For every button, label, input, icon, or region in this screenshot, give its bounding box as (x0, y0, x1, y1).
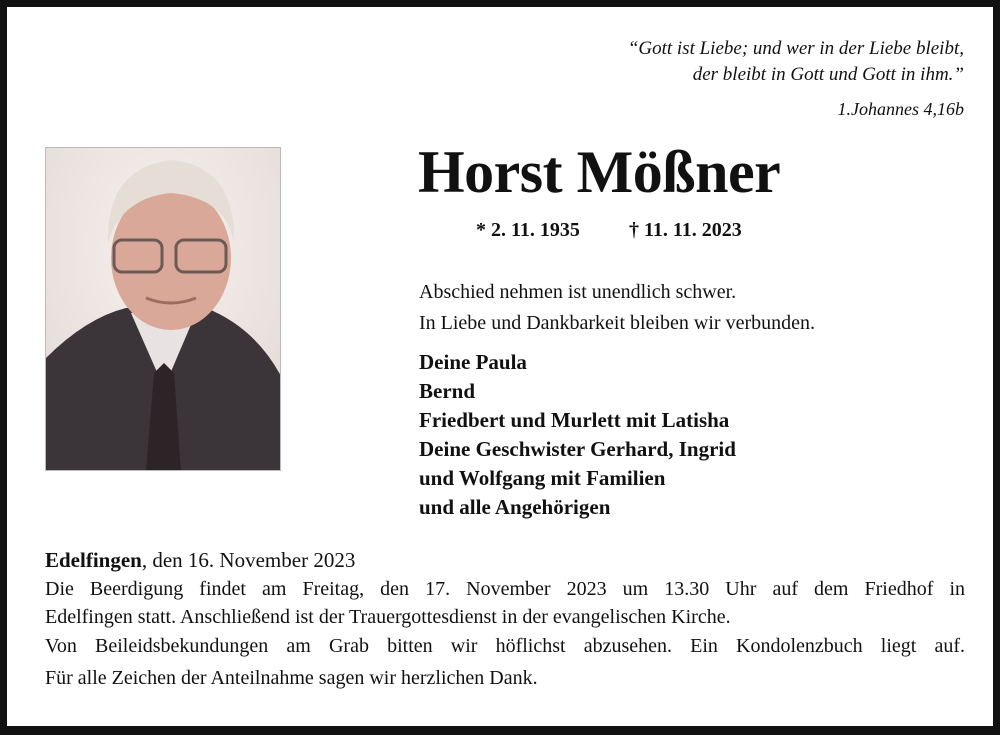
family-line: und Wolfgang mit Familien (419, 466, 666, 490)
body-line: Von Beileidsbekundungen am Grab bitten wir höflichst abzusehen. Ein Kondolenzbuch liegt auf. (45, 634, 965, 657)
place: Edelfingen (45, 548, 142, 572)
family-line: Bernd (419, 379, 476, 403)
date: , den 16. November 2023 (141, 548, 356, 572)
thanks-line: Für alle Zeichen der Anteilnahme sagen wir herzlichen Dank. (45, 667, 538, 689)
farewell-message (419, 277, 815, 339)
message-line: In Liebe und Dankbarkeit bleiben wir verbunden. (419, 312, 815, 334)
deceased-name: Horst Mößner (418, 139, 781, 205)
quote-line: “Gott ist Liebe; und wer in der Liebe bleibt, (627, 38, 964, 59)
body-line: Die Beerdigung findet am Freitag, den 17. November 2023 um 13.30 Uhr auf dem Friedhof in (45, 577, 965, 600)
quote-reference: 1.Johannes 4,16b (837, 99, 964, 119)
birth-date: * 2. 11. 1935 (476, 219, 580, 241)
portrait-photo (45, 147, 281, 471)
family-line: Deine Paula (419, 350, 527, 374)
family-line: Deine Geschwister Gerhard, Ingrid (419, 437, 736, 461)
death-date: † 11. 11. 2023 (629, 219, 742, 241)
message-line: Abschied nehmen ist unendlich schwer. (419, 281, 737, 303)
place-date (45, 546, 965, 575)
funeral-details (45, 546, 965, 693)
quote-line: der bleibt in Gott und Gott in ihm.” (692, 64, 964, 85)
body-line: Edelfingen statt. Anschließend ist der Trauergottesdienst in der evangelischen Kirche. (45, 606, 731, 628)
family-list (419, 348, 736, 522)
family-line: Friedbert und Murlett mit Latisha (419, 408, 730, 432)
bible-quote (628, 36, 964, 88)
family-line: und alle Angehörigen (419, 495, 611, 519)
